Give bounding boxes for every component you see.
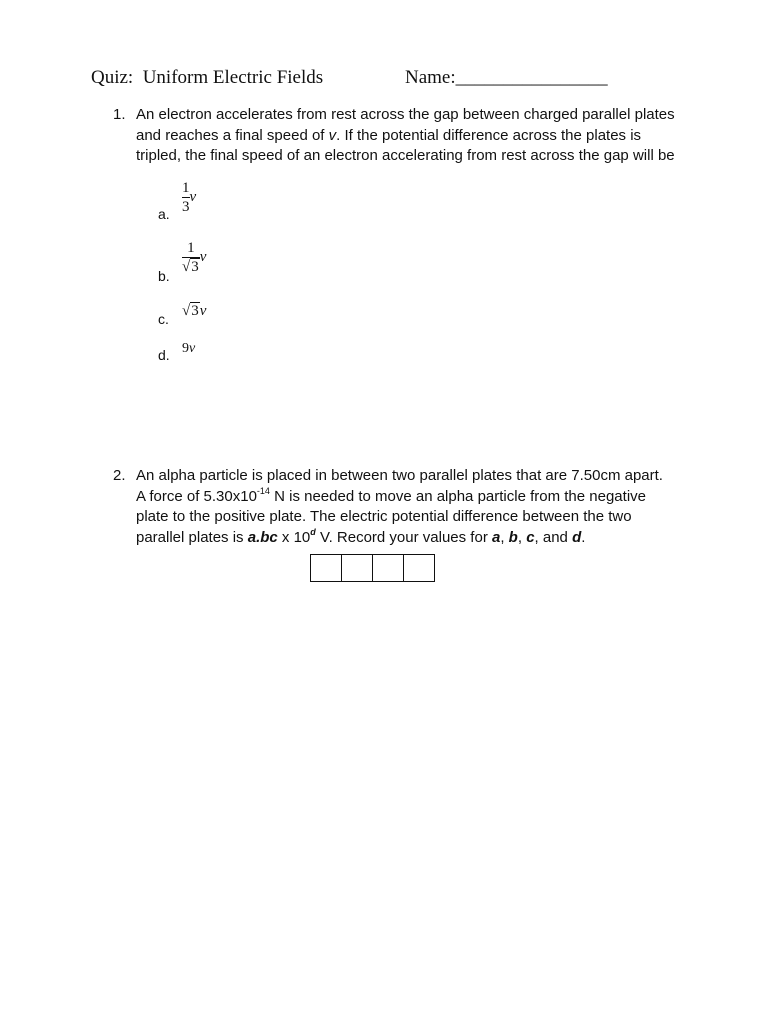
sqrt-symbol: √3 — [182, 303, 199, 319]
question-1-line-1: An electron accelerates from rest across the gap between charged parallel plates — [136, 106, 675, 123]
question-2-line-3: plate to the positive plate. The electric potential difference between the two — [136, 508, 632, 525]
fraction: $\frac{1}{3}$ — [182, 180, 190, 215]
answer-box-a[interactable] — [311, 555, 342, 581]
question-2-line-4: parallel plates is a.bc x 10$^d$ V. Record your values for a, b, c, and d. — [136, 526, 586, 546]
option-b-expression: $\frac{1}{√3}$ v — [182, 240, 207, 275]
question-1-number: 1. — [113, 106, 126, 123]
question-2-line-1: An alpha particle is placed in between two parallel plates that are 7.50cm apart. — [136, 467, 663, 484]
question-1-line-2: and reaches a final speed of v. If the potential difference across the plates is — [136, 126, 642, 144]
option-b-letter: b. — [158, 268, 170, 284]
fraction: $\frac{1}{√3}$ — [182, 240, 199, 275]
option-d-expression: 9v — [182, 341, 196, 356]
quiz-title: Quiz: Uniform Electric Fields — [91, 67, 324, 88]
answer-box-d[interactable] — [404, 555, 434, 581]
question-1-text — [136, 105, 696, 167]
answer-grid — [310, 554, 435, 582]
name-field-label: Name:________________ — [405, 67, 608, 88]
question-2-line-2: A force of $5.30x10^{-14}$ N is needed to move an alpha particle from the negative — [136, 485, 646, 505]
question-1-line-3: tripled, the final speed of an electron accelerating from rest across the gap will be — [136, 147, 675, 164]
sqrt-symbol: √3 — [182, 259, 199, 275]
answer-box-b[interactable] — [342, 555, 373, 581]
answer-box-c[interactable] — [373, 555, 404, 581]
question-2-number: 2. — [113, 467, 126, 484]
option-c-expression: √3v — [182, 303, 207, 319]
option-a-letter: a. — [158, 206, 170, 222]
speed-variable: v — [328, 126, 337, 144]
option-d-letter: d. — [158, 347, 170, 363]
option-a-expression: $\frac{1}{3}$ v — [182, 180, 197, 215]
option-c-letter: c. — [158, 311, 169, 327]
question-2-text — [136, 466, 696, 548]
